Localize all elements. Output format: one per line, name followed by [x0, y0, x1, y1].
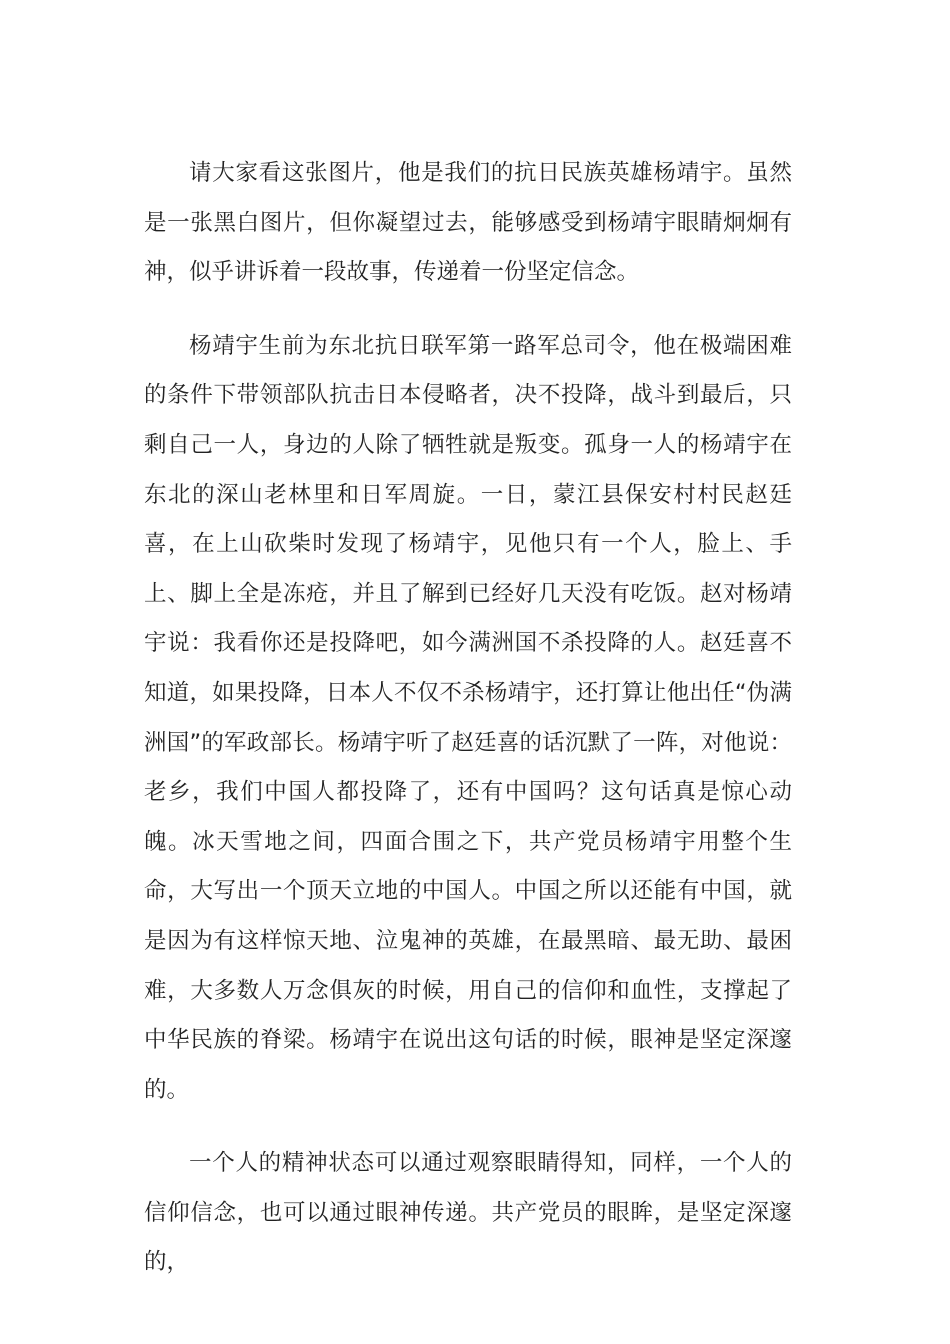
paragraph-1: 请大家看这张图片，他是我们的抗日民族英雄杨靖宇。虽然是一张黑白图片，但你凝望过去，能够感受到杨靖宇眼睛炯炯有神，似乎讲诉着一段故事，传递着一份坚定信念。 — [144, 160, 792, 286]
paragraph-3: 一个人的精神状态可以通过观察眼睛得知，同样，一个人的信仰信念，也可以通过眼神传递。共产党员的眼眸，是坚定深邃的， — [144, 1150, 792, 1276]
paragraph-2: 杨靖宇生前为东北抗日联军第一路军总司令，他在极端困难的条件下带领部队抗击日本侵略者，决不投降，战斗到最后，只剩自己一人，身边的人除了牺牲就是叛变。孤身一人的杨靖宇在东北的深山老林里和日军周旋。一日，蒙江县保安村村民赵廷喜，在上山砍柴时发现了杨靖宇，见他只有一个人，脸上、手上、脚上全是冻疮，并且了解到已经好几天没有吃饭。赵对杨靖宇说：我看你还是投降吧，如今满洲国不杀投降的人。赵廷喜不知道，如果投降，日本人不仅不杀杨靖宇，还打算让他出任“伪满洲国”的军政部长。杨靖宇听了赵廷喜的话沉默了一阵，对他说：老乡，我们中国人都投降了，还有中国吗？这句话真是惊心动魄。冰天雪地之间，四面合围之下，共产党员杨靖宇用整个生命，大写出一个顶天立地的中国人。中国之所以还能有中国，就是因为有这样惊天地、泣鬼神的英雄，在最黑暗、最无助、最困难，大多数人万念俱灰的时候，用自己的信仰和血性，支撑起了中华民族的脊梁。杨靖宇在说出这句话的时候，眼神是坚定深邃的。 — [144, 332, 792, 1103]
document-body — [144, 149, 792, 1288]
